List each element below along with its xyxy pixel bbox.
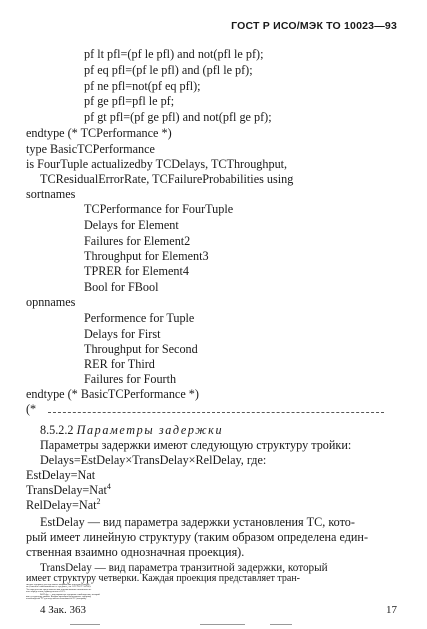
paragraph-line: Это определение представлено как переименование вспомогатель- — [26, 588, 92, 591]
section-intro: Параметры задержки имеют следующую структуру тройки: — [40, 438, 352, 452]
code-line: Delays for First — [84, 327, 161, 341]
code-line: Throughput for Second — [84, 342, 198, 356]
paragraph-line: рый имеет линейную структуру (таким образом определена един- — [26, 530, 369, 544]
definition-estdelay: EstDelay=Nat — [26, 468, 96, 482]
paragraph-line: ного определения, приведенного в 8.5.5. — [26, 591, 66, 594]
scan-mark — [200, 624, 245, 625]
code-line: pf ne pfl=not(pf eq pfl); — [84, 79, 201, 93]
code-line: Failures for Fourth — [84, 372, 177, 386]
scan-mark — [270, 624, 292, 625]
code-line: sortnames — [26, 187, 76, 201]
section-title: Параметры задержки — [76, 423, 224, 437]
scan-mark — [70, 624, 100, 625]
paragraph-line: ти (а именно «максимальная» и «средняя», см. 10.3 ГОСТ 34.960). — [26, 586, 91, 589]
paragraph-line: RelDelay — вид параметра задержки освобождения, который — [40, 593, 100, 596]
code-line: opnnames — [26, 295, 76, 309]
paragraph-line: освобождения ТС для отдельного пользователя ТС (которому — [26, 598, 87, 601]
code-line: TPRER for Element4 — [84, 264, 189, 278]
code-line: Throughput for Element3 — [84, 249, 209, 263]
paragraph-line: ственная взаимно однозначная проекция). — [26, 545, 245, 559]
code-line: (* — [26, 402, 37, 416]
page-number: 17 — [386, 604, 397, 616]
code-line: pf ge pfl=pfl le pf; — [84, 94, 175, 108]
code-line: endtype (* TCPerformance *) — [26, 126, 172, 140]
code-line: type BasicTCPerformance — [26, 142, 155, 156]
code-line: Delays for Element — [84, 218, 179, 232]
paragraph-line: имеет структуру двойки. Каждая проекция представляет задержку — [26, 596, 92, 598]
code-line: pf gt pfl=(pf ge pfl) and not(pfl ge pf); — [84, 110, 272, 124]
code-line: pf lt pfl=(pf le pfl) and not(pfl le pf); — [84, 47, 264, 61]
paragraph-line: TransDelay — вид параметра транзитной задержки, который — [40, 562, 328, 574]
code-line: TCResidualErrorRate, TCFailureProbabilities using — [40, 172, 294, 186]
section-number: 8.5.2.2 — [40, 423, 74, 437]
code-line: endtype (* BasicTCPerformance *) — [26, 387, 199, 401]
paragraph-line: зитную задержку для отдельного направления передачи и скорос- — [26, 584, 91, 586]
dashed-separator — [48, 412, 384, 413]
definition-transdelay: TransDelay=Nat$^4$ — [26, 481, 111, 497]
paragraph-line: EstDelay — вид параметра задержки установления ТС, кото- — [40, 515, 355, 529]
code-line: Failures for Element2 — [84, 234, 191, 248]
code-line: Bool for FBool — [84, 280, 159, 294]
code-line: is FourTuple actualizedby TCDelays, TCThroughput, — [26, 157, 288, 171]
definition-reldelay: RelDelay=Nat$^2$ — [26, 496, 101, 512]
code-line: pf eq pfl=(pf le pfl) and (pfl le pf); — [84, 63, 253, 77]
code-line: TCPerformance for FourTuple — [84, 202, 234, 216]
code-line: Performence for Tuple — [84, 311, 195, 325]
footer-order-number: 4 Зак. 363 — [40, 604, 86, 616]
code-line: RER for Third — [84, 357, 155, 371]
paragraph-line: имеет структуру четверки. Каждая проекция представляет тран- — [26, 573, 301, 584]
section-heading — [40, 423, 223, 437]
delay-formula: Delays=EstDelay×TransDelay×RelDelay, где: — [40, 453, 267, 467]
running-header: ГОСТ Р ИСО/МЭК ТО 10023—93 — [231, 20, 397, 32]
